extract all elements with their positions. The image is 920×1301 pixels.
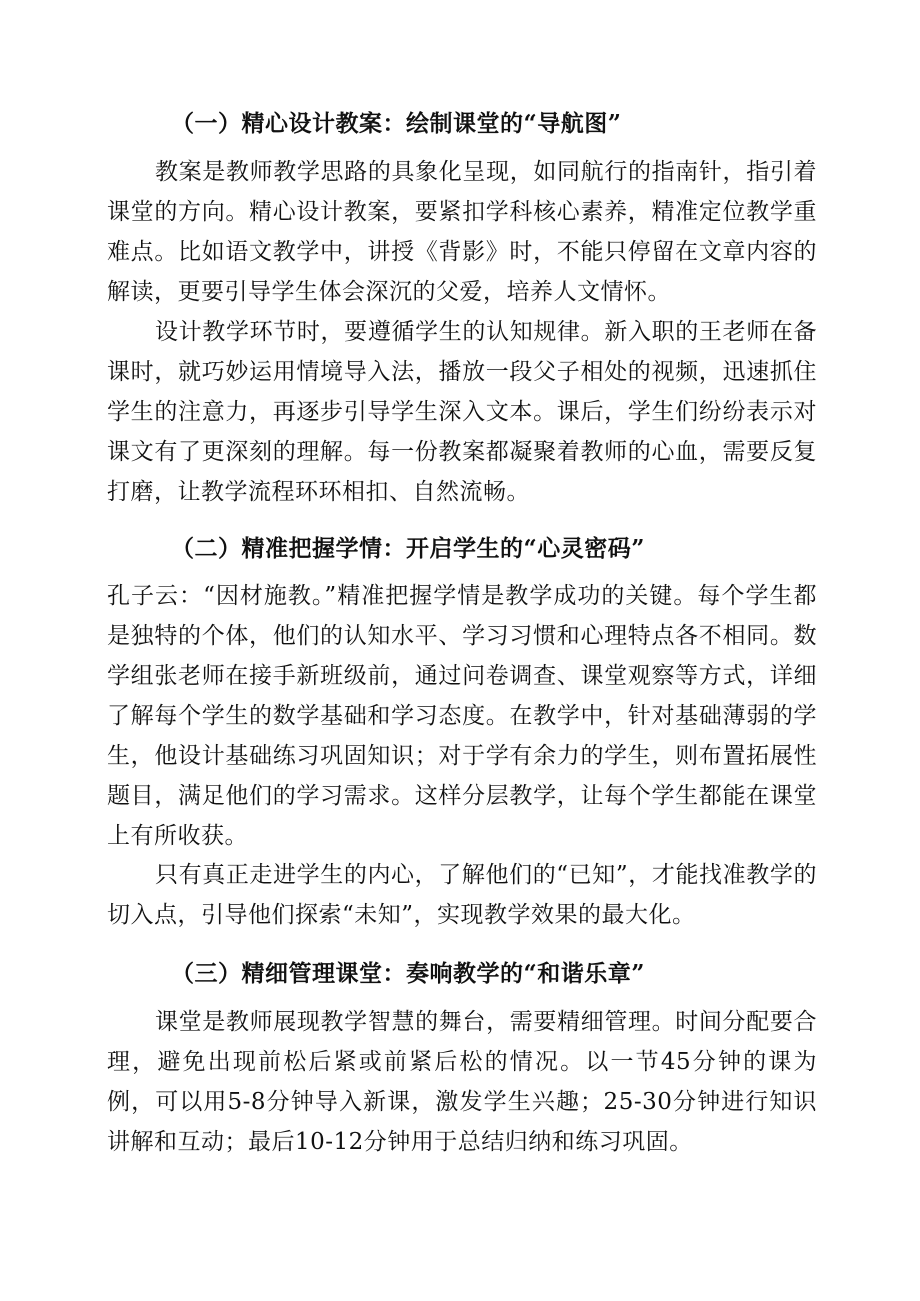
section-1-heading: （一）精心设计教案：绘制课堂的“导航图” [171,110,622,137]
section-2-paragraph-2: 只有真正走进学生的内心，了解他们的“已知”，才能找准教学的切入点，引导他们探索“未知”，实现教学效果的最大化。 [107,862,817,928]
section-3-heading: （三）精细管理课堂：奏响教学的“和谐乐章” [171,960,645,987]
section-2-heading: （二）精准把握学情：开启学生的“心灵密码” [171,535,645,562]
section-2-paragraph-1: 孔子云：“因材施教。”精准把握学情是教学成功的关键。每个学生都是独特的个体，他们的认知水平、学习习惯和心理特点各不相同。数学组张老师在接手新班级前，通过问卷调查、课堂观察等方式，详细了解每个学生的数学基础和学习态度。在教学中，针对基础薄弱的学生，他设计基础练习巩固知识；对于学有余力的学生，则布置拓展性题目，满足他们的学习需求。这样分层教学，让每个学生都能在课堂上有所收获。 [107,583,817,849]
section-1-paragraph-2: 设计教学环节时，要遵循学生的认知规律。新入职的王老师在备课时，就巧妙运用情境导入法，播放一段父子相处的视频，迅速抓住学生的注意力，再逐步引导学生深入文本。课后，学生们纷纷表示对课文有了更深刻的理解。每一份教案都凝聚着教师的心血，需要反复打磨，让教学流程环环相扣、自然流畅。 [107,319,817,505]
section-1-paragraph-1: 教案是教师教学思路的具象化呈现，如同航行的指南针，指引着课堂的方向。精心设计教案，要紧扣学科核心素养，精准定位教学重难点。比如语文教学中，讲授《背影》时，不能只停留在文章内容的解读，更要引导学生体会深沉的父爱，培养人文情怀。 [107,159,817,305]
section-3-paragraph-1: 课堂是教师展现教学智慧的舞台，需要精细管理。时间分配要合理，避免出现前松后紧或前紧后松的情况。以一节45分钟的课为例，可以用5-8分钟导入新课，激发学生兴趣；25-30分钟进行知识讲解和互动；最后10-12分钟用于总结归纳和练习巩固。 [107,1009,817,1155]
